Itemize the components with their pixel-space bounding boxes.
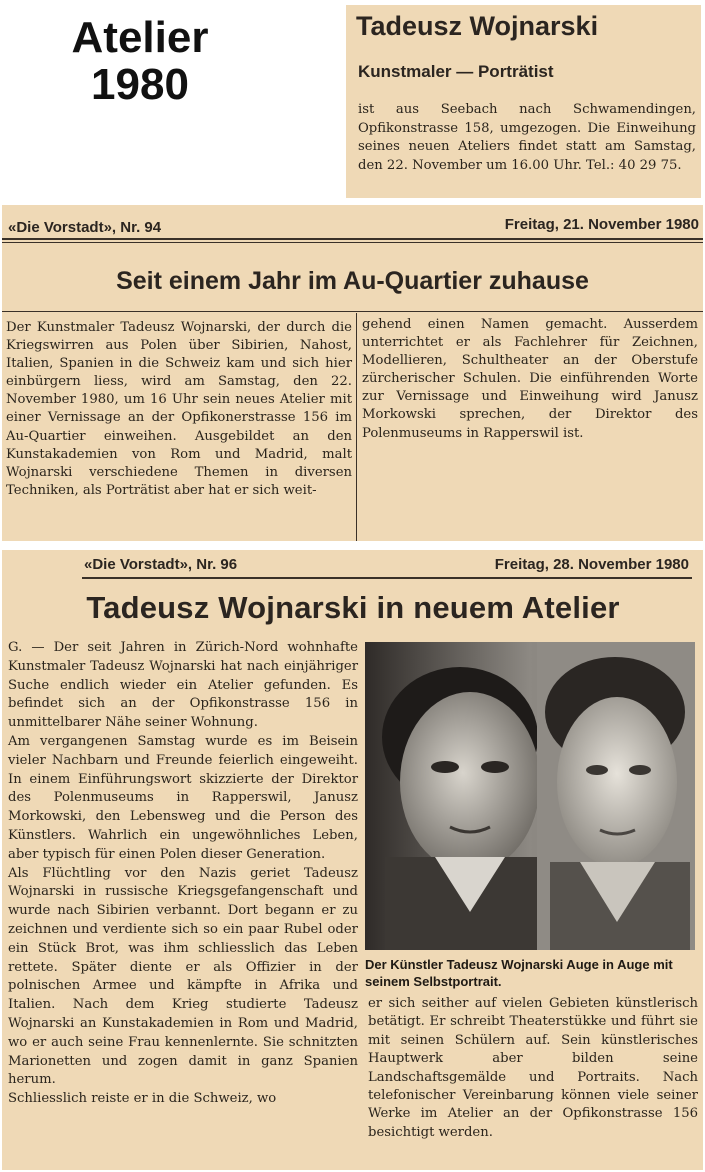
- article-column-2: er sich seither auf vielen Gebieten künstlerisch betätigt. Er schreibt Theaterstükke und führt sie mit seinen Schülern auf. Sein künstlerisches Hauptwerk aber bilden seine Landschaftsgemälde und Portraits. Nach telefonischer Vereinbarung können viele seiner Werke im Atelier an der Opfikonstrasse 156 besichtigt werden.: [368, 996, 698, 1140]
- masthead-rule: [2, 238, 703, 240]
- article-column-2: gehend einen Namen gemacht. Ausserdem unterrichtet er als Fachlehrer für Zeichnen, Modellieren, Schultheater an der Oberstufe zürcherischer Schulen. Die einführenden Worte zur Vernissage und Einweihung wird Janusz Morkowski sprechen, der Direktor des Polenmuseums in Rapperswil ist.: [362, 317, 698, 441]
- photo-image: [365, 642, 695, 950]
- page-title: [40, 14, 240, 108]
- announcement-text: ist aus Seebach nach Schwamendingen, Opfikonstrasse 158, umgezogen. Die Einweihung seines neuen Ateliers findet statt am Samstag, den 22. November um 16.00 Uhr. Tel.: 40 29 75.: [358, 102, 696, 173]
- masthead-issue: «Die Vorstadt», Nr. 94: [8, 219, 162, 236]
- title-line-atelier: Atelier: [71, 13, 209, 62]
- paragraph: Am vergangenen Samstag wurde es im Beisein vieler Nachbarn und Freunde feierlich eingeweiht. In einem Einführungswort skizzierte der Direktor des Polenmuseums in Rapperswil, Janusz Morkowski, den Lebensweg und die Person des Künstlers. Wahrlich ein ungewöhnliches Leben, aber typisch für einen Polen dieser Generation.: [8, 733, 358, 862]
- artist-name: Tadeusz Wojnarski: [356, 11, 599, 41]
- paragraph: Als Flüchtling vor den Nazis geriet Tadeusz Wojnarski in russische Kriegsgefangenschaft und wurde nach Sibirien verbannt. Dort begann er zu zeichnen und verdiente sich so ein paar Rubel oder ein Stück Brot, was ihm schliesslich das Leben rettete. Später diente er als Offizier in der polnischen Armee und kämpfte in Afrika und Italien. Nach dem Krieg studierte Tadeusz Wojnarski an Kunstakademien in Rom und Madrid, wo er auch seine Frau kennenlernte. Sie schnitzten Marionetten und zogen damit in ganz Spanien herum.: [8, 865, 358, 1088]
- artist-profession: Kunstmaler — Porträtist: [358, 62, 554, 81]
- clipping-article-nr96: [2, 550, 703, 1170]
- title-line-year: 1980: [91, 60, 189, 109]
- masthead-rule-thin: [2, 242, 703, 243]
- article-headline: Tadeusz Wojnarski in neuem Atelier: [86, 590, 620, 625]
- column-divider: [356, 313, 357, 541]
- masthead-rule: [82, 577, 692, 579]
- photo-caption: Der Künstler Tadeusz Wojnarski Auge in Auge mit seinem Selbstportrait.: [365, 957, 673, 989]
- headline-rule: [2, 311, 703, 312]
- article-column-1: Der Kunstmaler Tadeusz Wojnarski, der durch die Kriegswirren aus Polen über Sibirien, Nahost, Italien, Spanien in die Schweiz kam und sich hier einbürgern liess, wird am Samstag, den 22. November 1980, um 16 Uhr sein neues Atelier mit einer Vernissage an der Opfikonerstrasse 156 im Au-Quartier einweihen. Ausgebildet an den Kunstakademien von Rom und Madrid, malt Wojnarski verschiedene Themen in diversen Techniken, als Porträtist aber hat er sich weit-: [6, 320, 352, 498]
- paragraph: Schliesslich reiste er in die Schweiz, wo: [8, 1091, 277, 1107]
- masthead-date: Freitag, 21. November 1980: [504, 216, 699, 233]
- masthead-issue: «Die Vorstadt», Nr. 96: [84, 556, 238, 573]
- clipping-announcement: [346, 5, 701, 198]
- article-column-1: [8, 639, 358, 1109]
- artist-photo: [365, 642, 695, 950]
- paragraph: G. — Der seit Jahren in Zürich-Nord wohnhafte Kunstmaler Tadeusz Wojnarski hat nach einjähriger Suche endlich wieder ein Atelier gefunden. Es befindet sich an der Opfikonstrasse 156 in unmittelbarer Nähe seiner Wohnung.: [8, 640, 358, 731]
- article-headline: Seit einem Jahr im Au-Quartier zuhause: [116, 267, 589, 295]
- clipping-article-nr94: [2, 205, 703, 541]
- masthead-date: Freitag, 28. November 1980: [494, 556, 689, 573]
